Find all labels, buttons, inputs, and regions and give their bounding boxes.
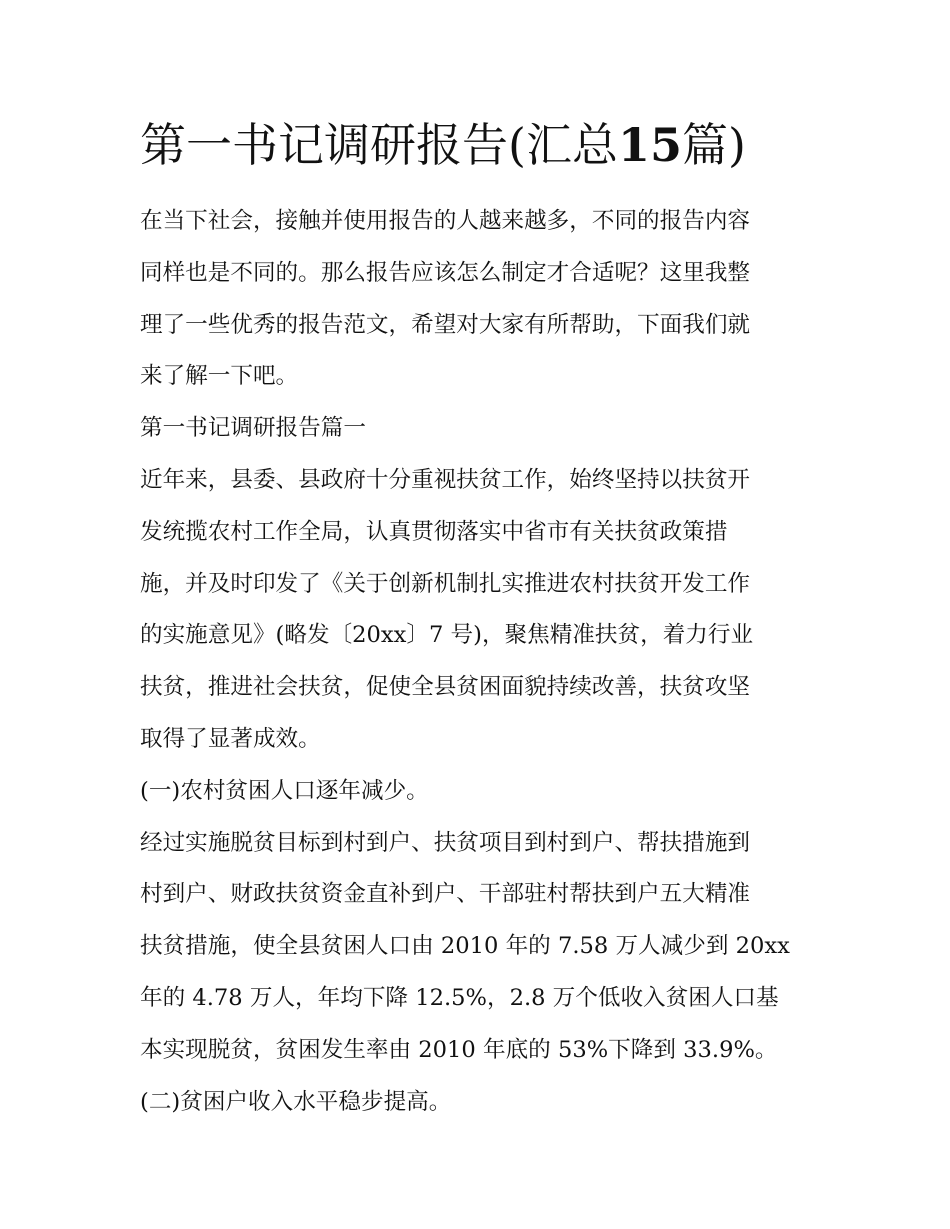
intro-line-4: 来了解一下吧。 [140, 363, 299, 390]
paragraph-line: 取得了显著成效。 [140, 725, 321, 752]
paragraph-line: 经过实施脱贫目标到村到户、扶贫项目到村到户、帮扶措施到 [140, 829, 751, 856]
paragraph-line: 扶贫措施，使全县贫困人口由 2010 年的 7.58 万人减少到 20xx [140, 933, 790, 960]
section-heading-1: 第一书记调研报告篇一 [140, 415, 366, 442]
title-main: 第一书记调研报告(汇总 [140, 118, 618, 172]
paragraph-line: 扶贫，推进社会扶贫，促使全县贫困面貌持续改善，扶贫攻坚 [140, 674, 751, 701]
subheading-2: (二)贫困户收入水平稳步提高。 [140, 1088, 452, 1115]
paragraph-line: 的实施意见》(略发〔20xx〕7 号)，聚焦精准扶贫，着力行业 [140, 622, 754, 649]
document-body [140, 196, 812, 1128]
intro-line-2: 同样也是不同的。那么报告应该怎么制定才合适呢？这里我整 [140, 259, 751, 286]
paragraph-line: 村到户、财政扶贫资金直补到户、干部驻村帮扶到户五大精准 [140, 881, 751, 908]
title-number: 15 [617, 118, 682, 172]
intro-line-1: 在当下社会，接触并使用报告的人越来越多，不同的报告内容 [140, 208, 751, 234]
paragraph-line: 近年来，县委、县政府十分重视扶贫工作，始终坚持以扶贫开 [140, 466, 751, 493]
subheading-1: (一)农村贫困人口逐年减少。 [140, 777, 429, 804]
paragraph-line: 本实现脱贫，贫困发生率由 2010 年底的 53%下降到 33.9%。 [140, 1036, 778, 1063]
paragraph-line: 施，并及时印发了《关于创新机制扎实推进农村扶贫开发工作 [140, 570, 751, 597]
title-tail: 篇) [681, 118, 746, 172]
document-title [140, 112, 840, 178]
intro-line-3: 理了一些优秀的报告范文，希望对大家有所帮助，下面我们就 [140, 311, 751, 338]
paragraph-line: 年的 4.78 万人，年均下降 12.5%，2.8 万个低收入贫困人口基 [140, 984, 779, 1011]
paragraph-line: 发统揽农村工作全局，认真贯彻落实中省市有关扶贫政策措 [140, 518, 728, 545]
